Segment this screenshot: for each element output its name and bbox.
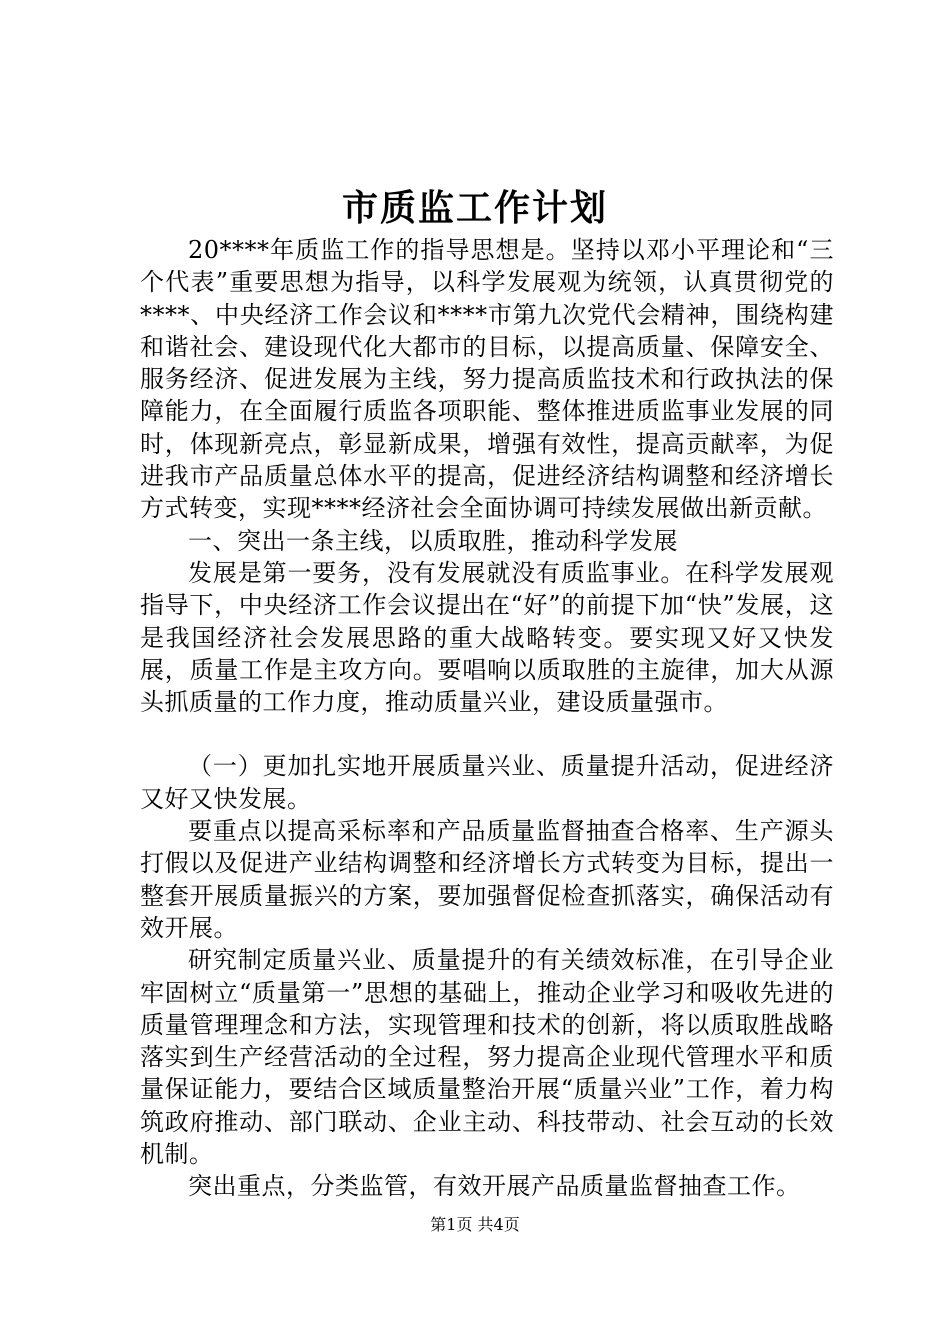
document-title: 市质监工作计划 (341, 187, 608, 229)
paragraph-standards: 研究制定质量兴业、质量提升的有关绩效标准，在引导企业牢固树立“质量第一”思想的基础上，推动企业学习和吸收先进的质量管理理念和方法，实现管理和技术的创新，将以质取胜战略落实到生产经营活动的全过程，努力提高企业现代管理水平和质量保证能力，要结合区域质量整治开展“质量兴业”工作，着力构筑政府推动、部门联动、企业主动、科技带动、社会互动的长效机制。 (140, 946, 834, 1169)
paragraph-supervision: 突出重点，分类监管，有效开展产品质量监督抽查工作。 (188, 1172, 801, 1201)
page-footer: 第1页 共4页 (430, 1215, 520, 1234)
document-body (140, 234, 834, 1203)
paragraph-guiding-ideology: 20****年质监工作的指导思想是。坚持以邓小平理论和“三个代表”重要思想为指导，以科学发展观为统领，认真贯彻党的****、中央经济工作会议和****市第九次党代会精神，围绕构建和谐社会、建设现代化大都市的目标，以提高质量、保障安全、服务经济、促进发展为主线，努力提高质监技术和行政执法的保障能力，在全面履行质监各项职能、整体推进质监事业发展的同时，体现新亮点，彰显新成果，增强有效性，提高贡献率，为促进我市产品质量总体水平的提高，促进经济结构调整和经济增长方式转变，实现****经济社会全面协调可持续发展做出新贡献。 (140, 236, 834, 523)
paragraph-key-targets: 要重点以提高采标率和产品质量监督抽查合格率、生产源头打假以及促进产业结构调整和经济增长方式转变为目标，提出一整套开展质量振兴的方案，要加强督促检查抓落实，确保活动有效开展。 (140, 817, 834, 942)
section-heading-1: 一、突出一条主线，以质取胜，推动科学发展 (188, 526, 678, 555)
subsection-heading-1: （一）更加扎实地开展质量兴业、质量提升活动，促进经济又好又快发展。 (140, 752, 834, 813)
paragraph-development: 发展是第一要务，没有发展就没有质监事业。在科学发展观指导下，中央经济工作会议提出在“好”的前提下加“快”发展，这是我国经济社会发展思路的重大战略转变。要实现又好又快发展，质量工作是主攻方向。要唱响以质取胜的主旋律，加大从源头抓质量的工作力度，推动质量兴业，建设质量强市。 (140, 558, 834, 717)
